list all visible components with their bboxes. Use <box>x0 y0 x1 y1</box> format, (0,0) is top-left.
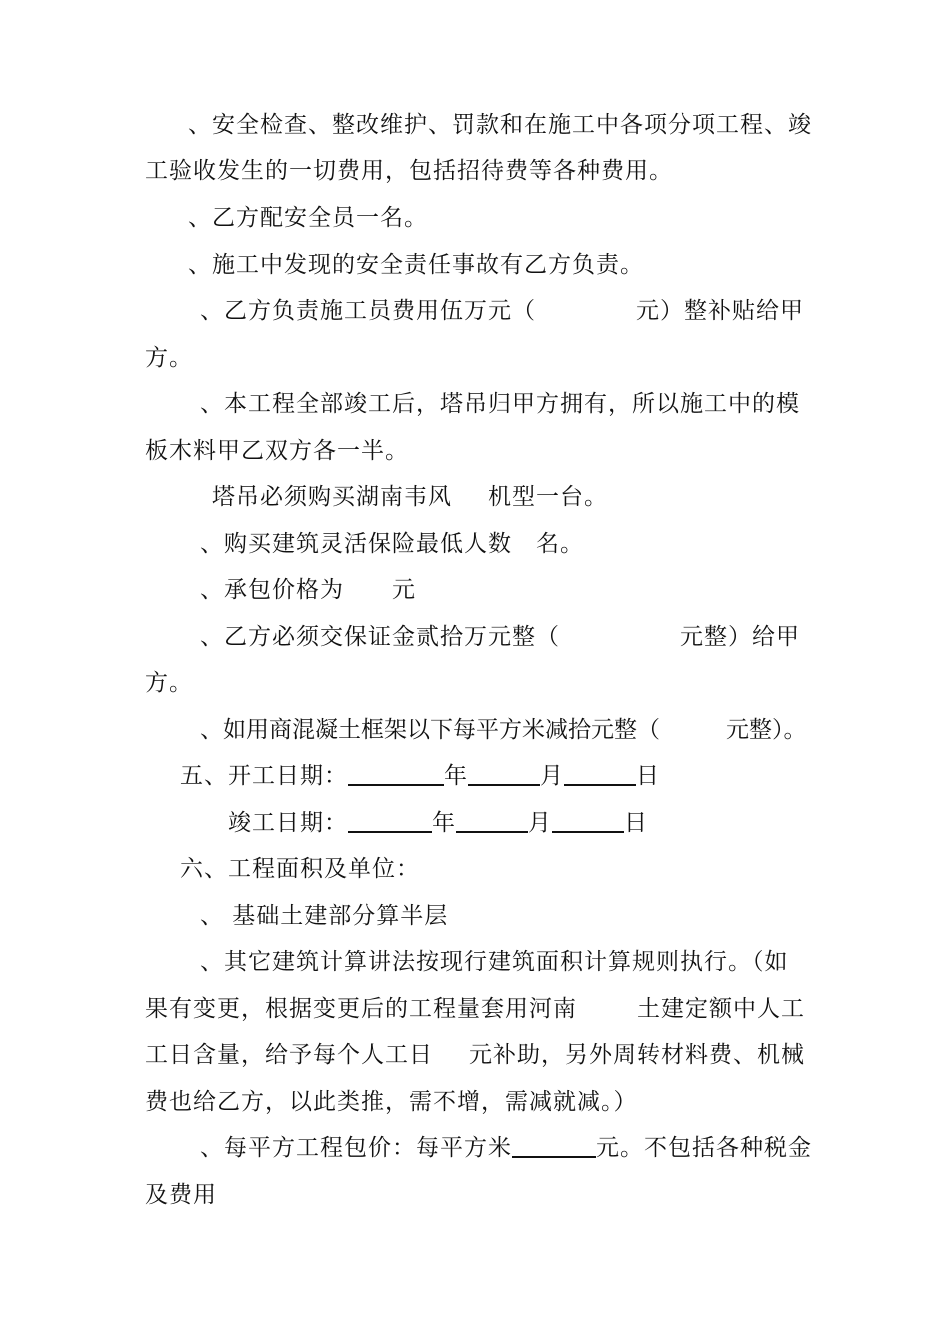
unit-price-blank[interactable] <box>512 1136 596 1158</box>
line-text: 元。不包括各种税金 <box>596 1135 812 1161</box>
line-text: 元整）。 <box>726 717 807 743</box>
paragraph-line: 、施工中发现的安全责任事故有乙方负责。 <box>188 252 644 278</box>
completion-year-blank[interactable] <box>348 811 432 833</box>
paragraph-line: 、其它建筑计算讲法按现行建筑面积计算规则执行。（如 <box>200 949 789 975</box>
line-text: 元 <box>392 577 416 603</box>
paragraph-line <box>200 622 800 652</box>
month-label: 月 <box>528 810 552 836</box>
line-text: 机型一台。 <box>488 484 608 510</box>
year-label: 年 <box>432 810 456 836</box>
line-text: 、如用商混凝土框架以下每平方米减拾元整（ <box>200 717 660 743</box>
paragraph-line: 方。 <box>145 670 193 696</box>
completion-date-line <box>228 808 648 838</box>
paragraph-line: 工验收发生的一切费用，包括招待费等各种费用。 <box>145 158 673 184</box>
line-text: 、每平方工程包价：每平方米 <box>200 1135 512 1161</box>
unit-price-line <box>200 1133 812 1163</box>
paragraph-line <box>145 994 805 1024</box>
line-text: 果有变更，根据变更后的工程量套用河南 <box>145 996 577 1022</box>
day-label: 日 <box>636 763 660 789</box>
paragraph-line <box>200 575 416 605</box>
paragraph-line: 及费用 <box>145 1182 217 1208</box>
year-label: 年 <box>444 763 468 789</box>
start-day-blank[interactable] <box>564 764 636 786</box>
completion-day-blank[interactable] <box>552 811 624 833</box>
line-text: 元整）给甲 <box>680 624 800 650</box>
paragraph-line: 费也给乙方，以此类推，需不增，需减就减。） <box>145 1089 638 1115</box>
paragraph-line: 板木料甲乙双方各一半。 <box>145 438 409 464</box>
paragraph-line: 、安全检查、整改维护、罚款和在施工中各项分项工程、竣 <box>188 112 812 138</box>
section-heading: 六、工程面积及单位： <box>180 856 420 882</box>
completion-month-blank[interactable] <box>456 811 528 833</box>
paragraph-line <box>145 1040 805 1070</box>
line-text: 土建定额中人工 <box>637 996 805 1022</box>
paragraph-line <box>200 296 804 326</box>
line-text: 元）整补贴给甲 <box>636 298 804 324</box>
paragraph-line: 、 基础土建部分算半层 <box>200 903 449 929</box>
start-year-blank[interactable] <box>348 764 444 786</box>
line-text: 、乙方必须交保证金贰拾万元整（ <box>200 624 560 650</box>
start-date-label: 五、开工日期： <box>180 763 348 789</box>
line-text: 、乙方负责施工员费用伍万元（ <box>200 298 536 324</box>
start-date-line <box>180 761 660 791</box>
line-text: 塔吊必须购买湖南韦风 <box>212 484 452 510</box>
day-label: 日 <box>624 810 648 836</box>
paragraph-line: 、乙方配安全员一名。 <box>188 205 428 231</box>
start-month-blank[interactable] <box>468 764 540 786</box>
paragraph-line <box>200 529 584 559</box>
paragraph-line: 、本工程全部竣工后，塔吊归甲方拥有，所以施工中的模 <box>200 391 800 417</box>
line-text: 工日含量，给予每个人工日 <box>145 1042 433 1068</box>
completion-date-label: 竣工日期： <box>228 810 348 836</box>
paragraph-line <box>200 715 807 745</box>
line-text: 元补助，另外周转材料费、机械 <box>469 1042 805 1068</box>
line-text: 、购买建筑灵活保险最低人数 <box>200 531 512 557</box>
paragraph-line: 方。 <box>145 345 193 371</box>
line-text: 名。 <box>536 531 584 557</box>
month-label: 月 <box>540 763 564 789</box>
line-text: 、承包价格为 <box>200 577 344 603</box>
paragraph-line <box>212 482 608 512</box>
